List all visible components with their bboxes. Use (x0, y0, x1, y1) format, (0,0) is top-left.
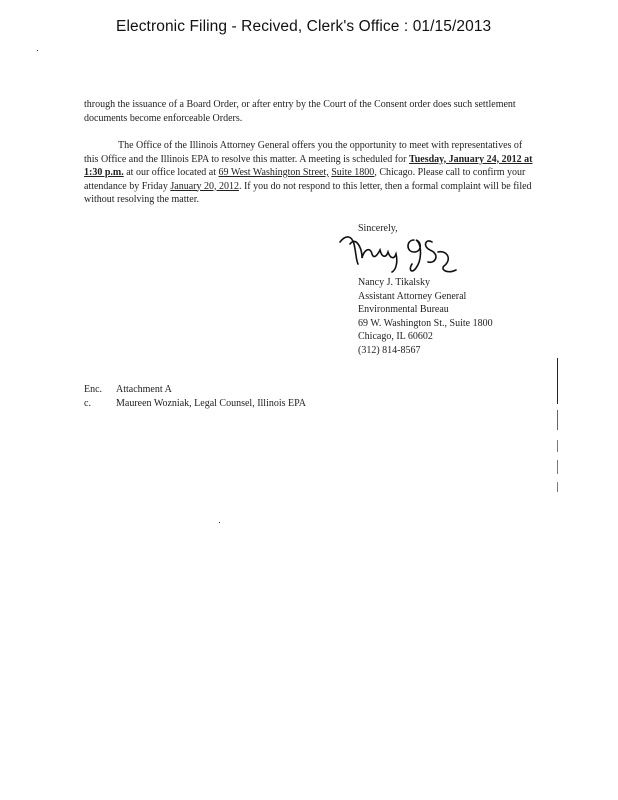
letter-paragraph-2 (84, 139, 534, 207)
enclosures-list (84, 383, 306, 410)
letter-paragraph-1: through the issuance of a Board Order, or after entry by the Court of the Consent order does such settlement documents become enforceable Orders. (84, 99, 516, 124)
signer-phone: (312) 814-8567 (358, 344, 421, 356)
signature-block (358, 276, 493, 357)
handwritten-signature (336, 230, 466, 278)
cc-row (84, 397, 306, 411)
closing-salutation: Sincerely, (358, 223, 398, 234)
signer-city: Chicago, IL 60602 (358, 331, 433, 342)
enclosure-value: Attachment A (116, 384, 172, 395)
enclosure-row (84, 383, 306, 397)
scan-edge-line (557, 358, 558, 404)
scan-edge-line (557, 440, 558, 452)
signature-drawing (336, 230, 466, 278)
para2-text-c: , Chicago. Please call to confirm your attendance by Friday (84, 167, 526, 192)
para2-text-b: at our office located at (123, 167, 219, 178)
scan-edge-line (557, 410, 558, 430)
enclosure-key: Enc. (84, 384, 103, 395)
confirm-date: January 20, 2012 (170, 180, 239, 192)
scan-edge-line (557, 460, 558, 474)
cc-value: Maureen Wozniak, Legal Counsel, Illinois EPA (116, 397, 306, 409)
scan-speck (219, 522, 220, 523)
meeting-address-line1: 69 West Washington Street, (218, 167, 329, 178)
meeting-address-line2: Suite 1800 (331, 167, 375, 178)
filing-stamp-header: Electronic Filing - Recived, Clerk's Office : 01/15/2013 (116, 18, 492, 35)
signer-bureau: Environmental Bureau (358, 304, 449, 315)
cc-key: c. (84, 397, 91, 409)
scan-speck (37, 50, 38, 51)
meeting-datetime: Tuesday, January 24, 2012 at 1:30 p.m. (84, 153, 533, 178)
para2-text-d: . If you do not respond to this letter, then a formal complaint will be filed without resolving the matter. (84, 180, 532, 205)
signer-title: Assistant Attorney General (358, 290, 467, 302)
para2-text-a: The Office of the Illinois Attorney General offers you the opportunity to meet with representatives of this Office and the Illinois EPA to resolve this matter. A meeting is scheduled for (84, 140, 523, 165)
signer-address: 69 W. Washington St., Suite 1800 (358, 317, 493, 329)
signer-name: Nancy J. Tikalsky (358, 277, 430, 288)
scan-edge-line (557, 482, 558, 492)
